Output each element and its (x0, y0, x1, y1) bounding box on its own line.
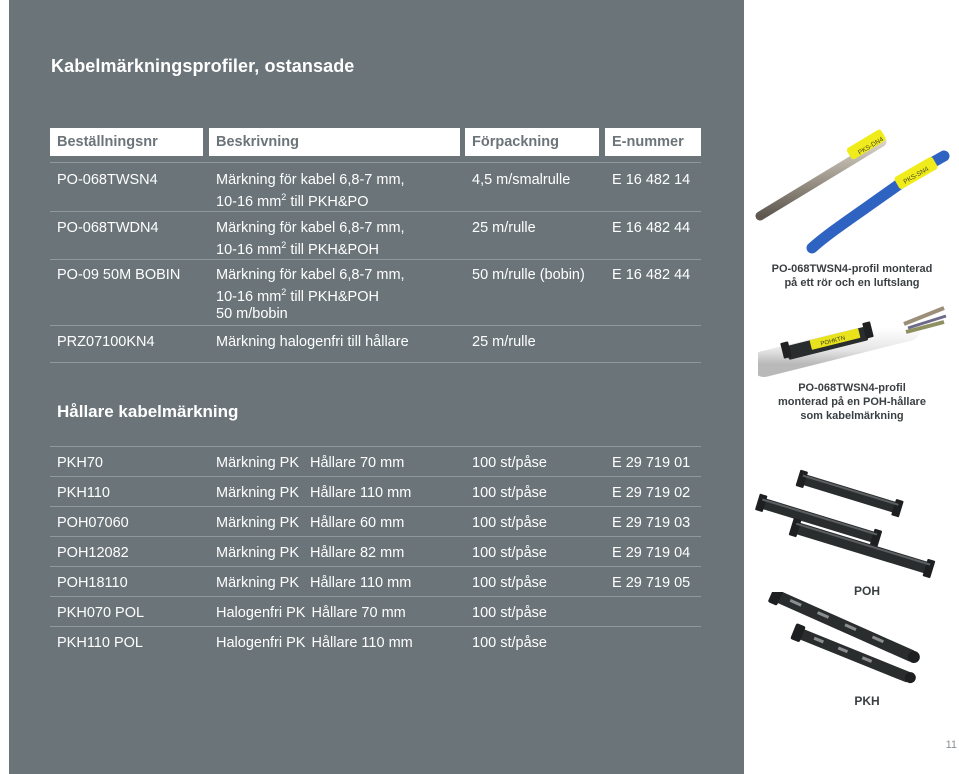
blue-hose (812, 175, 912, 248)
holder-marker-label: POHKTN (820, 335, 846, 348)
order-number: PKH110 POL (57, 635, 143, 651)
table-row (50, 260, 701, 326)
page-title: Kabelmärkningsprofiler, ostansade (51, 56, 355, 76)
description: Märkning PK Hållare 110 mm (216, 485, 412, 501)
header-description: Beskrivning (209, 128, 460, 156)
caption-photo2: PO-068TWSN4-profil monterad på en POH-hållare som kabelmärkning (778, 382, 926, 422)
table-row (50, 477, 701, 507)
page-number: 11 (945, 739, 957, 751)
order-number: PO-09 50M BOBIN (57, 267, 181, 283)
hose-marker-label: PKS-SN4 (902, 165, 931, 186)
table-row (50, 597, 701, 627)
order-number: PO-068TWDN4 (57, 220, 159, 236)
caption-photo1: PO-068TWSN4-profil monterad på ett rör och en luftslang (771, 263, 933, 289)
e-number: E 29 719 01 (612, 455, 691, 471)
caption-poh: POH (853, 584, 880, 598)
header-packaging: Förpackning (465, 128, 599, 156)
order-number: POH07060 (57, 515, 129, 531)
table-row (50, 537, 701, 567)
packaging: 50 m/rulle (bobin) (472, 267, 585, 283)
table-row (50, 212, 701, 260)
description: Halogenfri PK Hållare 70 mm (216, 605, 406, 621)
e-number: E 16 482 44 (612, 267, 691, 283)
packaging: 25 m/rulle (472, 220, 536, 236)
caption-pkh: PKH (854, 694, 880, 708)
header-e-number: E-nummer (605, 128, 701, 156)
e-number: E 16 482 44 (612, 220, 691, 236)
description: Märkning PK Hållare 60 mm (216, 515, 405, 531)
e-number: E 29 719 02 (612, 485, 691, 501)
e-number: E 16 482 14 (612, 172, 691, 188)
packaging: 100 st/påse (472, 605, 547, 621)
image-column (744, 0, 959, 774)
packaging: 100 st/påse (472, 575, 547, 591)
order-number: PKH110 (57, 485, 110, 501)
pipe-hose-photo (752, 120, 952, 255)
order-number: PO-068TWSN4 (57, 172, 158, 188)
packaging: 100 st/påse (472, 635, 547, 651)
description: Märkning för kabel 6,8-7 mm, 10-16 $mm^2$ till PKH&PO (216, 172, 405, 210)
order-number: PKH070 POL (57, 605, 145, 621)
description: Märkning halogenfri till hållare (216, 334, 409, 350)
pipe-marker-label: PKS-DN4 (857, 136, 885, 157)
table-row (50, 326, 701, 363)
order-number: PKH70 (57, 455, 103, 471)
description: Märkning PK Hållare 70 mm (216, 455, 405, 471)
order-number: POH12082 (57, 545, 129, 561)
description: Halogenfri PK Hållare 110 mm (216, 635, 413, 651)
order-number: POH18110 (57, 575, 128, 591)
table-row (50, 627, 701, 656)
left-margin (0, 0, 9, 774)
order-number: PRZ07100KN4 (57, 334, 155, 350)
table-row (50, 163, 701, 212)
e-number: E 29 719 03 (612, 515, 691, 531)
packaging: 4,5 m/smalrulle (472, 172, 571, 188)
poh-holder-3 (789, 518, 936, 578)
description: Märkning för kabel 6,8-7 mm, 10-16 $mm^2$ till PKH&POH 50 m/bobin (216, 267, 405, 322)
content-panel (9, 0, 744, 774)
packaging: 100 st/påse (472, 545, 547, 561)
packaging: 100 st/påse (472, 515, 547, 531)
description: Märkning PK Hållare 82 mm (216, 545, 405, 561)
description: Märkning för kabel 6,8-7 mm, 10-16 $mm^2$ till PKH&POH (216, 220, 405, 258)
holders-section-title: Hållare kabelmärkning (57, 402, 239, 421)
table-row (50, 567, 701, 597)
packaging: 100 st/påse (472, 455, 547, 471)
packaging: 25 m/rulle (472, 334, 536, 350)
header-order-number: Beställningsnr (50, 128, 203, 156)
packaging: 100 st/påse (472, 485, 547, 501)
table-row (50, 507, 701, 537)
poh-holders-photo (752, 468, 952, 580)
pkh-holders-photo (754, 592, 954, 692)
poh-holder-1 (796, 470, 904, 518)
table-row (50, 447, 701, 477)
e-number: E 29 719 04 (612, 545, 691, 561)
e-number: E 29 719 05 (612, 575, 691, 591)
cable-holder-photo (758, 298, 948, 378)
description: Märkning PK Hållare 110 mm (216, 575, 412, 591)
